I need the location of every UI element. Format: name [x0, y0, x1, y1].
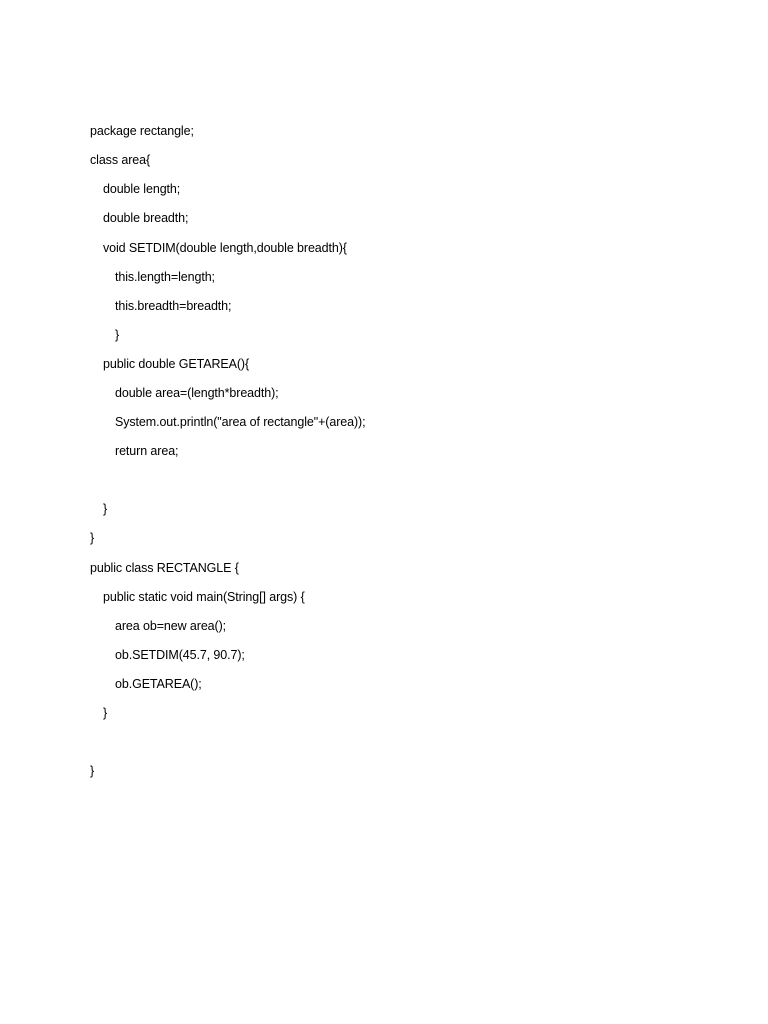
code-line: double area=(length*breadth);: [115, 386, 279, 400]
code-line: }: [90, 764, 95, 778]
code-line: }: [103, 502, 108, 516]
code-line: double breadth;: [103, 211, 189, 225]
code-line: return area;: [115, 444, 179, 458]
code-line: void SETDIM(double length,double breadth){: [103, 241, 347, 255]
code-line: package rectangle;: [90, 124, 194, 138]
code-line: ob.SETDIM(45.7, 90.7);: [115, 648, 245, 662]
code-line: public class RECTANGLE {: [90, 561, 239, 575]
code-line: }: [115, 328, 120, 342]
code-line: public static void main(String[] args) {: [103, 590, 305, 604]
code-line: }: [90, 531, 95, 545]
code-line: }: [103, 706, 108, 720]
code-line: area ob=new area();: [115, 619, 227, 633]
code-line: public double GETAREA(){: [103, 357, 250, 371]
code-line: ob.GETAREA();: [115, 677, 202, 691]
code-line: this.length=length;: [115, 270, 215, 284]
code-line: double length;: [103, 182, 181, 196]
code-line: this.breadth=breadth;: [115, 299, 232, 313]
code-line: class area{: [90, 153, 151, 167]
code-line: System.out.println("area of rectangle"+(area));: [115, 415, 366, 429]
